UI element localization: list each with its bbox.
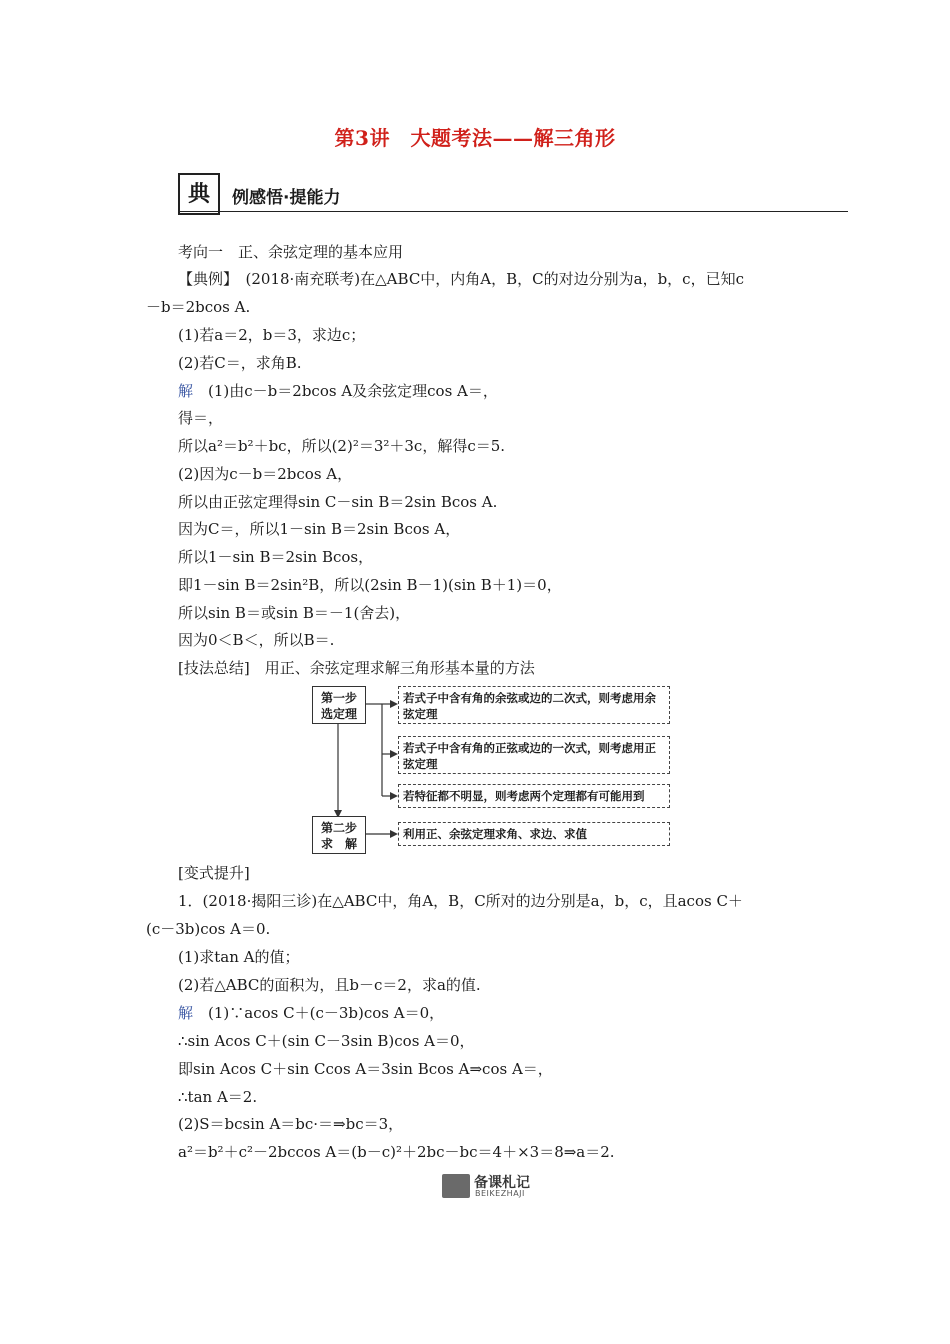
solution-line: ∴tan A＝2. (178, 1088, 258, 1106)
section-label: 例感悟·提能力 (232, 188, 341, 208)
variant-heading: [变式提升] (178, 864, 250, 882)
method-flow-diagram (310, 682, 674, 858)
solution-line: ∴sin Acos C＋(sin C－3sin B)cos A＝0， (178, 1032, 475, 1050)
logo-subtext: BEIKEZHAJI (475, 1189, 525, 1198)
variant-question-1: (1)求tan A的值； (178, 948, 300, 966)
question-2: (2)若C＝，求角B. (178, 354, 302, 372)
solution-text: (1)∵acos C＋(c－3b)cos A＝0， (208, 1004, 445, 1022)
solution-line (178, 380, 498, 401)
solution-text: (1)由c－b＝2bcos A及余弦定理cos A＝， (208, 382, 498, 400)
logo-text: 备课札记 (474, 1175, 530, 1191)
flow-note-both: 若特征都不明显，则考虑两个定理都有可能用到 (398, 784, 670, 808)
section-divider (178, 211, 848, 212)
solution-line: 所以a²＝b²＋bc，所以(2)²＝3²＋3c，解得c＝5. (178, 437, 506, 455)
topic-heading: 考向一 正、余弦定理的基本应用 (178, 243, 404, 261)
solution-line: 所以1－sin B＝2sin Bcos， (178, 548, 374, 566)
flow-note-sine: 若式子中含有角的正弦或边的一次式，则考虑用正弦定理 (398, 736, 670, 774)
notes-logo (442, 1172, 552, 1202)
solution-line (178, 1002, 444, 1023)
solution-line: 即1－sin B＝2sin²B，所以(2sin B－1)(sin B＋1)＝0， (178, 576, 562, 594)
solution-line: 因为0＜B＜，所以B＝. (178, 631, 335, 649)
notes-logo-icon (442, 1174, 470, 1198)
step-2-title: 第二步 (320, 821, 357, 835)
solution-line: 得＝， (178, 409, 224, 427)
solution-line: (2)S＝bcsin A＝bc·＝⇒bc＝3， (178, 1115, 404, 1133)
example-line: 【典例】 (2018·南充联考)在△ABC中，内角A，B，C的对边分别为a，b，c，已知c (178, 270, 744, 288)
variant-problem-line: (c－3b)cos A＝0. (146, 920, 271, 938)
solution-line: a²＝b²＋c²－2bccos A＝(b－c)²＋2bc－bc＝4＋×3＝8⇒a＝2. (178, 1143, 615, 1161)
solution-line: 所以由正弦定理得sin C－sin B＝2sin Bcos A. (178, 493, 498, 511)
section-header (178, 173, 848, 219)
step-2-subtitle: 求 解 (320, 837, 357, 851)
page-title: 第3讲 大题考法——解三角形 (334, 126, 616, 150)
step-1-subtitle: 选定理 (320, 707, 357, 721)
variant-question-2: (2)若△ABC的面积为，且b－c＝2，求a的值. (178, 976, 481, 994)
variant-problem-line: 1．(2018·揭阳三诊)在△ABC中，角A，B，C所对的边分别是a，b，c，且acos C＋ (178, 892, 743, 910)
solution-label: 解 (178, 382, 194, 400)
solution-label: 解 (178, 1004, 194, 1022)
flow-note-solve: 利用正、余弦定理求角、求边、求值 (398, 822, 670, 846)
flow-step-2 (312, 816, 366, 854)
method-summary-heading: [技法总结] 用正、余弦定理求解三角形基本量的方法 (178, 659, 535, 677)
step-1-title: 第一步 (320, 691, 357, 705)
solution-line: 所以sin B＝或sin B＝－1(舍去)， (178, 604, 411, 622)
question-1: (1)若a＝2，b＝3，求边c； (178, 326, 366, 344)
flow-note-cosine: 若式子中含有角的余弦或边的二次式，则考虑用余弦定理 (398, 686, 670, 724)
solution-line: 因为C＝，所以1－sin B＝2sin Bcos A， (178, 520, 461, 538)
solution-line: 即sin Acos C＋sin Ccos A＝3sin Bcos A⇒cos A＝， (178, 1060, 553, 1078)
example-line: －b＝2bcos A. (146, 298, 251, 316)
solution-line: (2)因为c－b＝2bcos A， (178, 465, 353, 483)
section-badge: 典 (178, 173, 220, 215)
flow-step-1 (312, 686, 366, 724)
